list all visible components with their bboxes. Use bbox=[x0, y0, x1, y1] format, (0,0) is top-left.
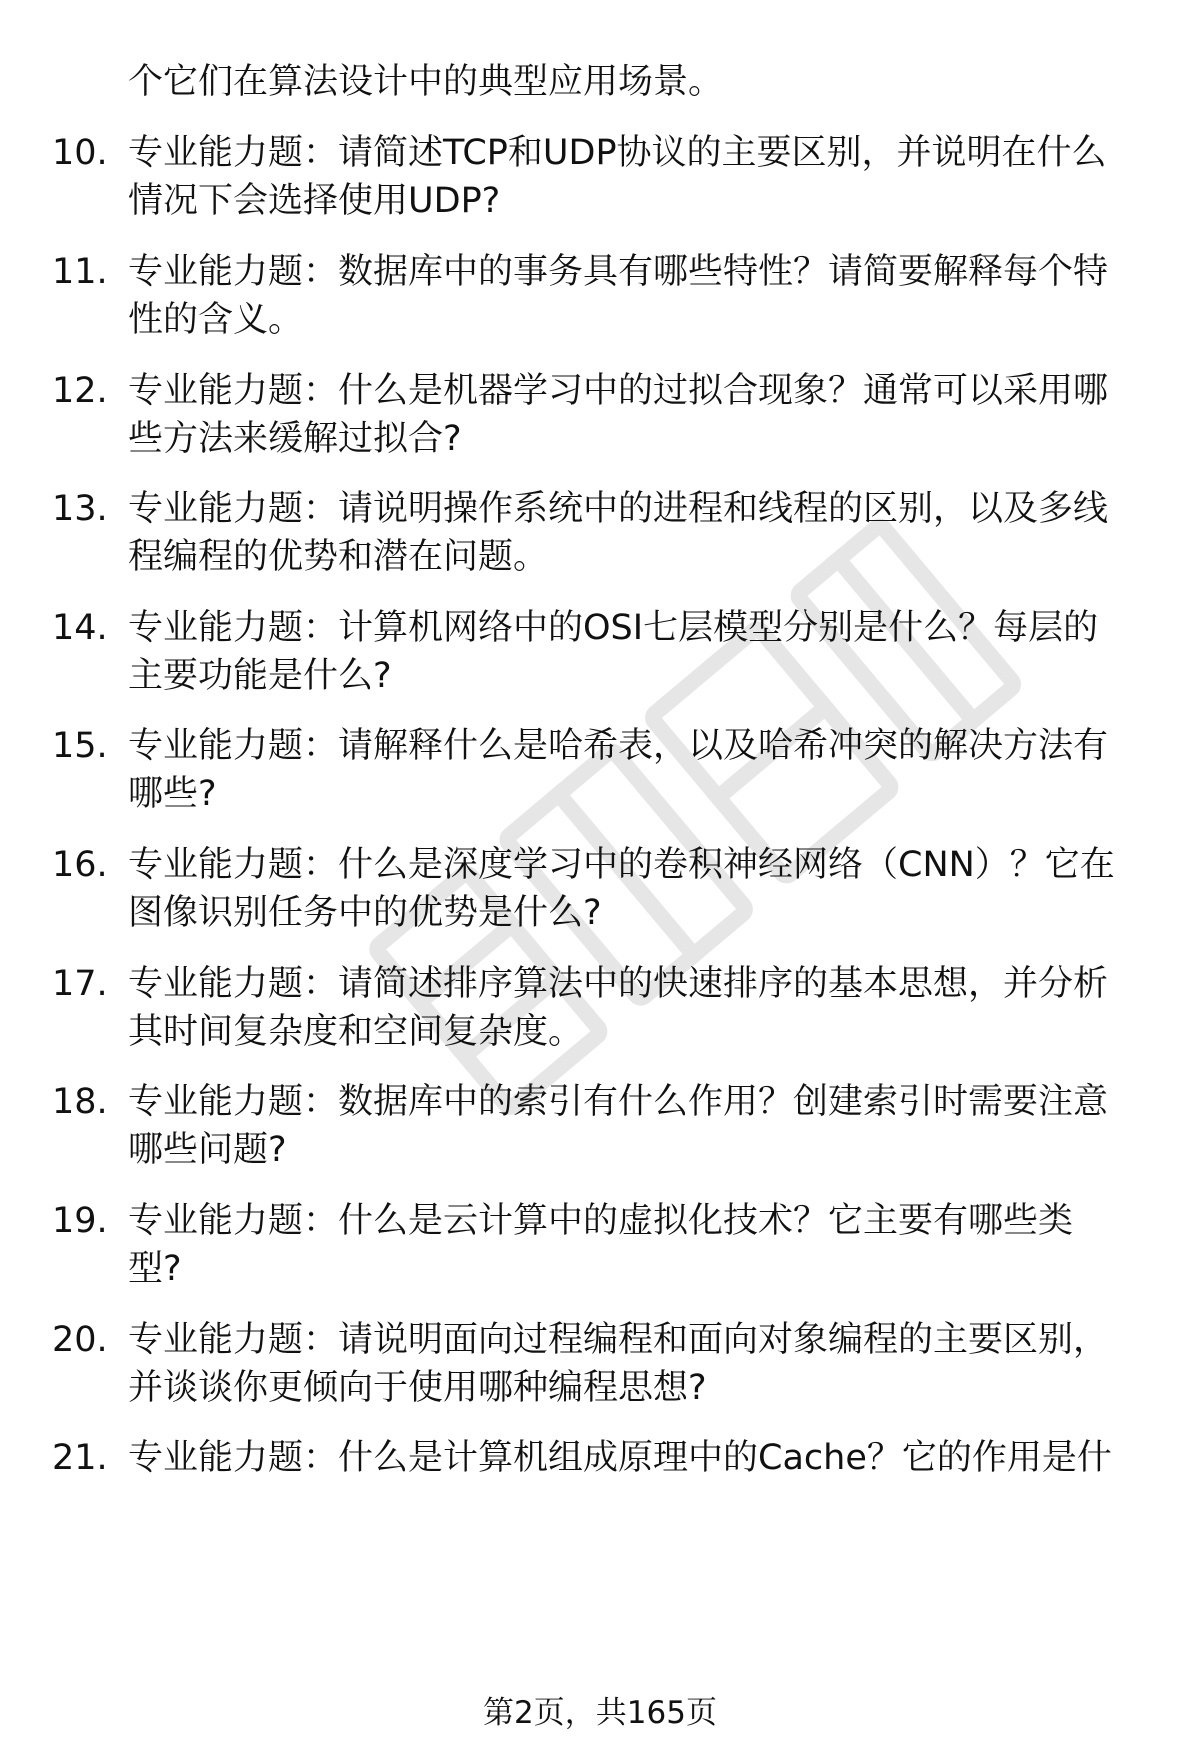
list-item bbox=[0, 1434, 1200, 1534]
question-text-line2: 程编程的优势和潜在问题。 bbox=[128, 537, 549, 577]
question-number: 17. bbox=[52, 964, 108, 1004]
question-number: 12. bbox=[52, 371, 108, 411]
question-number: 10. bbox=[52, 133, 108, 173]
question-text-line1: 专业能力题：什么是机器学习中的过拟合现象？通常可以采用哪 bbox=[128, 371, 1109, 411]
question-text-line1: 专业能力题：数据库中的事务具有哪些特性？请简要解释每个特 bbox=[128, 252, 1109, 292]
question-text-line2: 主要功能是什么? bbox=[128, 656, 392, 696]
question-text-line2: 性的含义。 bbox=[128, 300, 304, 340]
question-text-line1: 专业能力题：请说明操作系统中的进程和线程的区别，以及多线 bbox=[128, 489, 1109, 529]
question-number: 16. bbox=[52, 845, 108, 885]
question-text-line1: 专业能力题：请简述排序算法中的快速排序的基本思想，并分析 bbox=[128, 964, 1109, 1004]
list-item bbox=[0, 367, 1200, 467]
list-item bbox=[0, 841, 1200, 941]
question-number: 19. bbox=[52, 1201, 108, 1241]
question-text-line2: 些方法来缓解过拟合? bbox=[128, 419, 462, 459]
question-text-line2: 哪些问题? bbox=[128, 1130, 287, 1170]
list-item bbox=[0, 248, 1200, 348]
list-item bbox=[0, 1078, 1200, 1178]
list-item bbox=[0, 129, 1200, 229]
question-number: 13. bbox=[52, 489, 108, 529]
question-number: 18. bbox=[52, 1082, 108, 1122]
page-footer: 第2页，共165页 bbox=[483, 1695, 717, 1731]
list-item bbox=[0, 604, 1200, 704]
question-number: 11. bbox=[52, 252, 108, 292]
question-number: 21. bbox=[52, 1438, 108, 1478]
list-item bbox=[0, 485, 1200, 585]
question-text-line2: 型? bbox=[128, 1249, 182, 1289]
question-text-line1: 专业能力题：什么是计算机组成原理中的Cache？它的作用是什 bbox=[128, 1438, 1112, 1478]
question-number: 20. bbox=[52, 1320, 108, 1360]
list-item bbox=[0, 1197, 1200, 1297]
question-text-line1: 专业能力题：请解释什么是哈希表，以及哈希冲突的解决方法有 bbox=[128, 726, 1109, 766]
list-item bbox=[0, 722, 1200, 822]
list-item bbox=[0, 1316, 1200, 1416]
question-text-line2: 情况下会选择使用UDP? bbox=[128, 181, 501, 221]
list-item bbox=[0, 960, 1200, 1060]
question-text-line1: 专业能力题：数据库中的索引有什么作用？创建索引时需要注意 bbox=[128, 1082, 1109, 1122]
continuation-text: 个它们在算法设计中的典型应用场景。 bbox=[128, 62, 724, 102]
question-text-line2: 哪些? bbox=[128, 774, 217, 814]
question-text-line1: 专业能力题：什么是云计算中的虚拟化技术？它主要有哪些类 bbox=[128, 1201, 1074, 1241]
question-number: 14. bbox=[52, 608, 108, 648]
question-number: 15. bbox=[52, 726, 108, 766]
question-text-line1: 专业能力题：计算机网络中的OSI七层模型分别是什么？每层的 bbox=[128, 608, 1099, 648]
question-text-line2: 并谈谈你更倾向于使用哪种编程思想? bbox=[128, 1368, 707, 1408]
question-text-line1: 专业能力题：请说明面向过程编程和面向对象编程的主要区别， bbox=[128, 1320, 1109, 1360]
question-text-line1: 专业能力题：请简述TCP和UDP协议的主要区别，并说明在什么 bbox=[128, 133, 1107, 173]
question-text-line1: 专业能力题：什么是深度学习中的卷积神经网络（CNN）？它在 bbox=[128, 845, 1115, 885]
question-text-line2: 图像识别任务中的优势是什么? bbox=[128, 893, 602, 933]
question-text-line2: 其时间复杂度和空间复杂度。 bbox=[128, 1012, 584, 1052]
